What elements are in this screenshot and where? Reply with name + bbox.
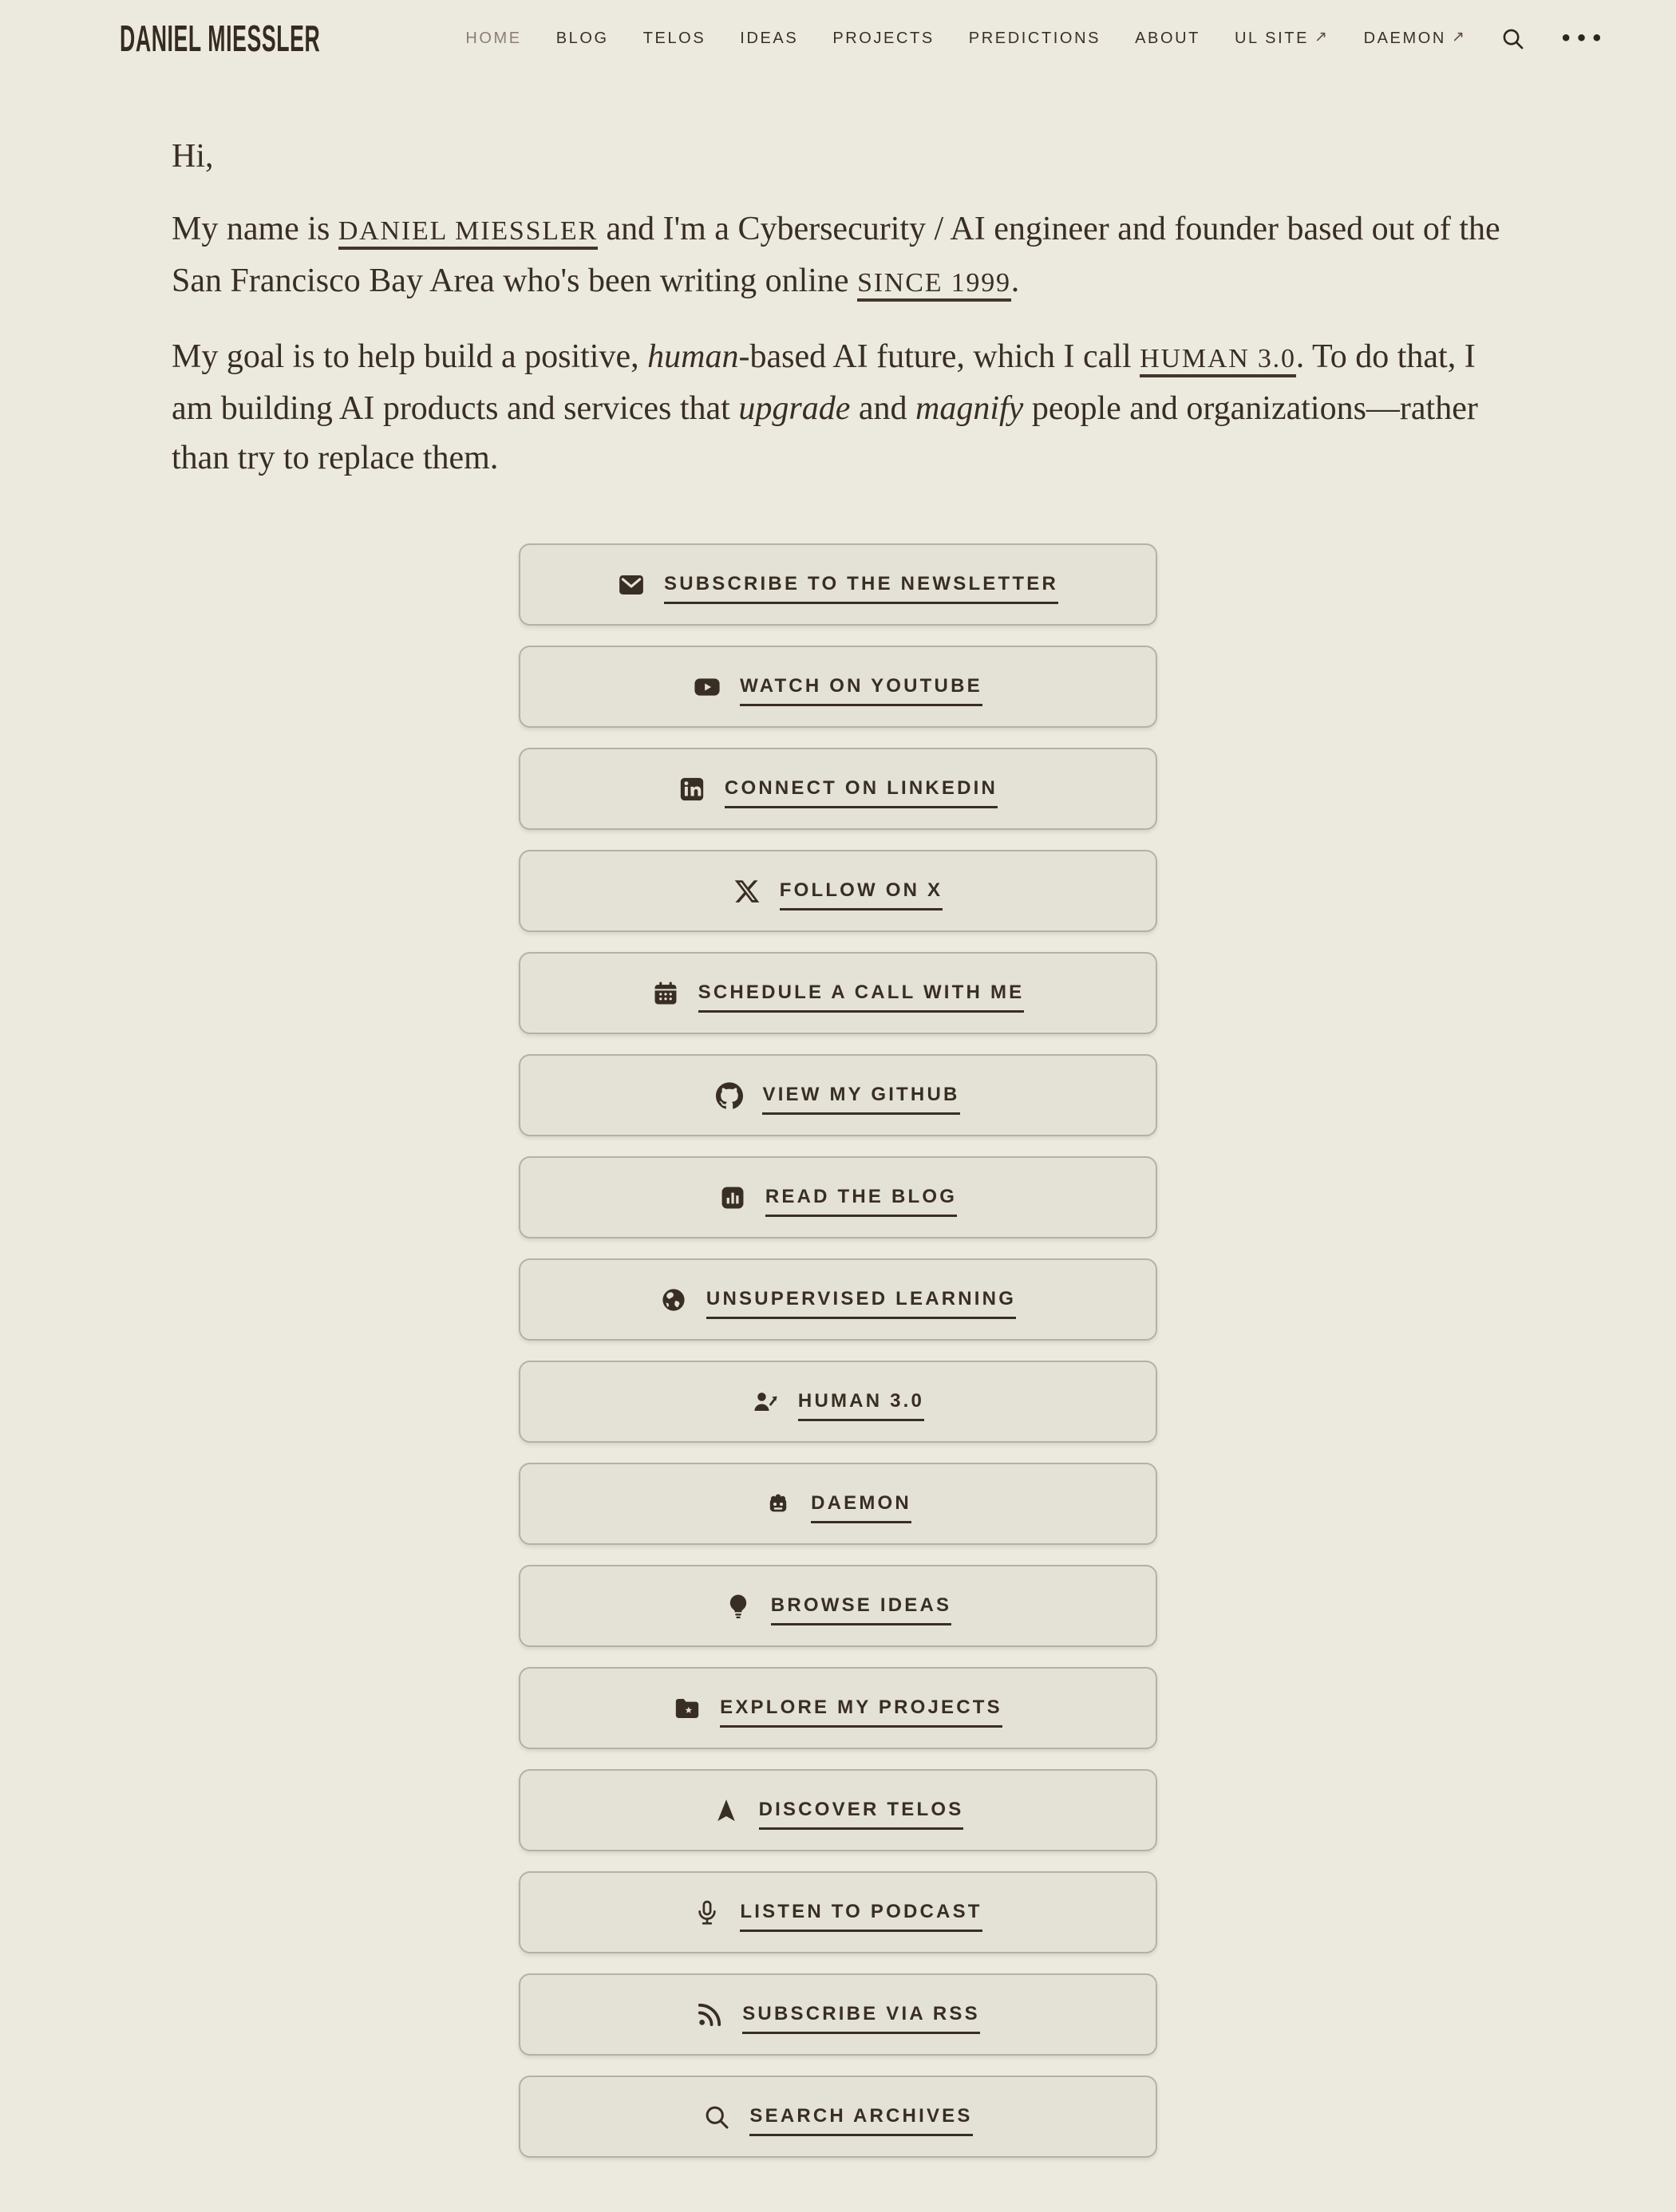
external-link-icon: ↗ <box>1314 28 1330 45</box>
person-up-icon <box>752 1388 779 1416</box>
x-icon <box>733 878 761 905</box>
subscribe-rss-button[interactable]: SUBSCRIBE VIA RSS <box>519 1973 1157 2056</box>
listen-podcast-button[interactable]: LISTEN TO PODCAST <box>519 1871 1157 1953</box>
primary-nav <box>465 26 1606 51</box>
nav-item-about[interactable]: ABOUT <box>1135 29 1200 47</box>
nav-item-projects[interactable]: PROJECTS <box>832 29 935 47</box>
intro-paragraph-2: My goal is to help build a positive, human-based AI future, which I call HUMAN 3.0. To do that, I am building AI products and services that upgrade and magnify people and organizations—rather than try to replace them. <box>172 338 1478 476</box>
browse-ideas-button[interactable]: BROWSE IDEAS <box>519 1565 1157 1647</box>
main-content <box>172 132 1504 2158</box>
search-icon <box>1500 26 1525 51</box>
rss-icon <box>696 2001 723 2028</box>
external-link-icon: ↗ <box>1451 28 1467 45</box>
site-header <box>0 0 1676 77</box>
intro-paragraph-1: My name is DANIEL MIESSLER and I'm a Cybersecurity / AI engineer and founder based out of the San Francisco Bay Area who's been writing online SINCE 1999. <box>172 204 1504 308</box>
linkedin-icon <box>678 776 706 803</box>
watch-youtube-button[interactable]: WATCH ON YOUTUBE <box>519 646 1157 728</box>
search-icon <box>703 2103 730 2131</box>
connect-linkedin-button[interactable]: CONNECT ON LINKEDIN <box>519 748 1157 830</box>
mail-icon <box>618 571 645 598</box>
nav-item-predictions[interactable]: PREDICTIONS <box>968 29 1101 47</box>
blog-chart-icon <box>719 1184 746 1211</box>
calendar-icon <box>652 980 679 1007</box>
folder-star-icon <box>674 1695 701 1722</box>
nav-item-ideas[interactable]: IDEAS <box>740 29 799 47</box>
human-30-button[interactable]: HUMAN 3.0 <box>519 1361 1157 1443</box>
read-blog-button[interactable]: READ THE BLOG <box>519 1156 1157 1238</box>
more-menu-button[interactable] <box>1559 29 1606 48</box>
since-1999-link[interactable]: SINCE 1999 <box>857 268 1011 302</box>
github-icon <box>716 1082 743 1109</box>
daniel-miessler-link[interactable]: DANIEL MIESSLER <box>338 216 598 250</box>
subscribe-newsletter-button[interactable]: SUBSCRIBE TO THE NEWSLETTER <box>519 543 1157 626</box>
greeting-text: Hi, <box>172 138 214 175</box>
nav-item-telos[interactable]: TELOS <box>642 29 706 47</box>
search-button[interactable] <box>1500 26 1525 51</box>
site-logo[interactable]: DANIEL MIESSLER <box>120 18 321 59</box>
schedule-call-button[interactable]: SCHEDULE A CALL WITH ME <box>519 952 1157 1034</box>
nav-item-blog[interactable]: BLOG <box>555 29 609 47</box>
youtube-icon <box>694 673 721 701</box>
unsupervised-learning-button[interactable]: UNSUPERVISED LEARNING <box>519 1258 1157 1341</box>
globe-icon <box>660 1286 687 1313</box>
action-button-stack <box>519 543 1157 2158</box>
lightbulb-icon <box>725 1593 752 1620</box>
search-archives-button[interactable]: SEARCH ARCHIVES <box>519 2076 1157 2158</box>
explore-projects-button[interactable]: EXPLORE MY PROJECTS <box>519 1667 1157 1749</box>
daemon-button[interactable]: DAEMON <box>519 1463 1157 1545</box>
robot-icon <box>765 1491 792 1518</box>
microphone-icon <box>694 1899 721 1926</box>
discover-telos-button[interactable]: DISCOVER TELOS <box>519 1769 1157 1851</box>
ellipsis-icon: ••• <box>1559 27 1607 49</box>
navigation-icon <box>713 1797 740 1824</box>
nav-item-daemon[interactable]: DAEMON ↗ <box>1363 28 1467 47</box>
nav-item-home[interactable]: HOME <box>465 29 522 47</box>
view-github-button[interactable]: VIEW MY GITHUB <box>519 1054 1157 1136</box>
follow-x-button[interactable]: FOLLOW ON X <box>519 850 1157 932</box>
human-30-link[interactable]: HUMAN 3.0 <box>1140 344 1296 377</box>
nav-item-ul-site[interactable]: UL SITE ↗ <box>1234 28 1330 47</box>
